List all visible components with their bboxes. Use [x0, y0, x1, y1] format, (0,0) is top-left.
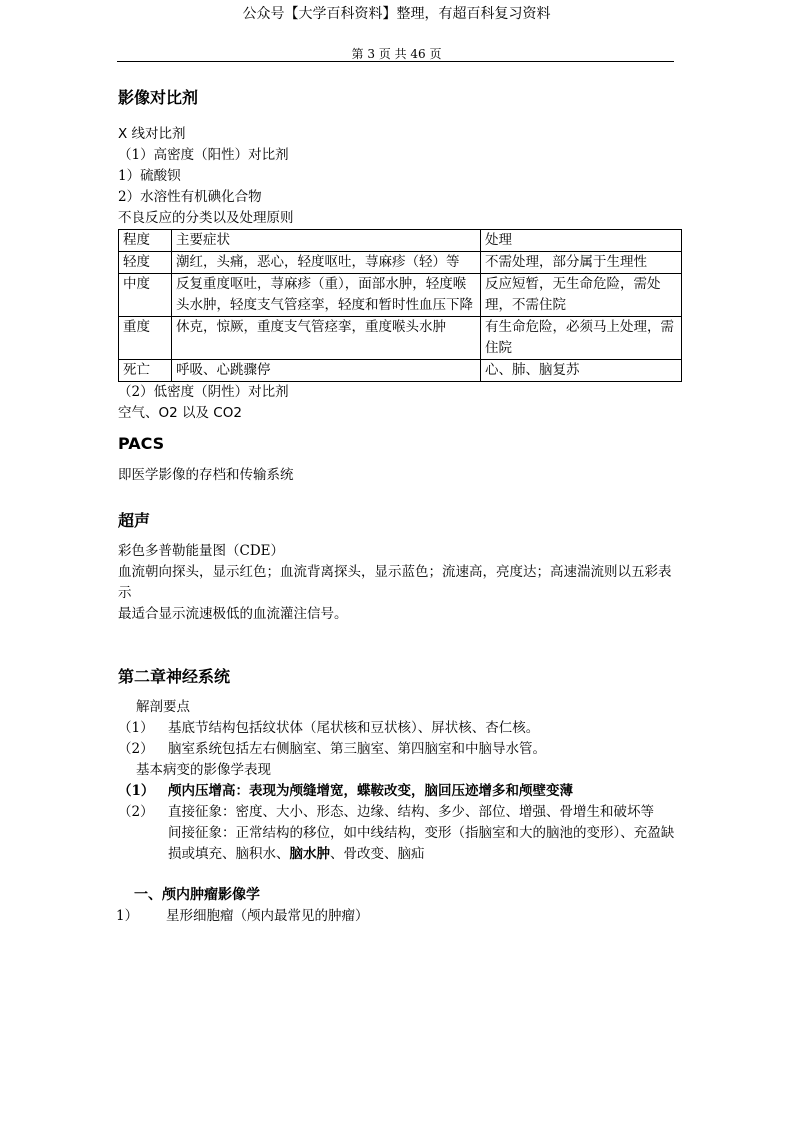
- table-header-cell: 处理: [481, 230, 682, 252]
- list-item-number: （1）: [118, 720, 154, 736]
- table-cell: 心、肺、脑复苏: [481, 360, 682, 382]
- table-row: [119, 360, 682, 382]
- header-divider: [117, 61, 674, 62]
- contrast-item-2: 2）水溶性有机碘化合物: [118, 189, 262, 205]
- table-row: [119, 252, 682, 274]
- pacs-description: 即医学影像的存档和传输系统: [118, 467, 294, 483]
- table-cell: 轻度: [119, 252, 172, 274]
- list-item-text: 星形细胞瘤（颅内最常见的肿瘤）: [166, 908, 369, 924]
- list-item-number: （1）: [118, 783, 155, 799]
- flow-description: 血流朝向探头，显示红色；血流背离探头，显示蓝色；流速高，亮度达；高速湍流则以五彩表示: [118, 564, 672, 601]
- list-item: [118, 739, 682, 760]
- indirect-signs-text: 间接征象：正常结构的移位，如中线结构，变形（指脑室和大的脑池的变形）、充盈缺损或填充、脑积水、: [168, 825, 675, 862]
- list-item: [116, 906, 682, 927]
- list-item: [118, 802, 682, 823]
- high-density-heading: （1）高密度（阳性）对比剂: [118, 147, 289, 163]
- header-watermark: 公众号【大学百科资料】整理，有超百科复习资料: [242, 6, 551, 22]
- section-title-pacs: PACS: [118, 434, 165, 453]
- list-item-text: 基底节结构包括纹状体（尾状核和豆状核）、屏状核、杏仁核。: [168, 720, 540, 736]
- page-content: [118, 86, 682, 927]
- list-item-number: （2）: [118, 804, 154, 820]
- low-density-heading: （2）低密度（阴性）对比剂: [118, 384, 289, 400]
- table-row: [119, 274, 682, 317]
- list-item: [118, 718, 682, 739]
- xray-label: X 线对比剂: [118, 126, 186, 142]
- section-title-contrast: 影像对比剂: [118, 88, 199, 107]
- tumor-section-title: 一、颅内肿瘤影像学: [134, 887, 260, 903]
- table-cell: 有生命危险，必须马上处理，需住院: [481, 317, 682, 360]
- indirect-signs-tail: 、骨改变、脑疝: [330, 846, 425, 862]
- table-cell: 休克，惊厥，重度支气管痉挛，重度喉头水肿: [172, 317, 481, 360]
- list-item-text: 直接征象：密度、大小、形态、边缘、结构、多少、部位、增强、骨增生和破坏等: [168, 804, 654, 820]
- indirect-signs: [118, 823, 682, 865]
- table-row: [119, 317, 682, 360]
- contrast-item-1: 1）硫酸钡: [118, 168, 181, 184]
- indirect-signs-highlight: 脑水肿: [289, 846, 330, 862]
- table-header-row: [119, 230, 682, 252]
- table-header-cell: 程度: [119, 230, 172, 252]
- list-item-text: 脑室系统包括左右侧脑室、第三脑室、第四脑室和中脑导水管。: [168, 741, 546, 757]
- low-density-items: 空气、O2 以及 CO2: [118, 405, 242, 421]
- list-item-number: 1）: [116, 908, 139, 924]
- list-item-number: （2）: [118, 741, 154, 757]
- list-item-text: 颅内压增高：表现为颅缝增宽，蝶鞍改变，脑回压迹增多和颅壁变薄: [168, 783, 573, 799]
- table-cell: 中度: [119, 274, 172, 317]
- table-header-cell: 主要症状: [172, 230, 481, 252]
- adverse-reaction-table: [118, 229, 682, 382]
- chapter-title: 第二章神经系统: [118, 667, 231, 686]
- table-cell: 重度: [119, 317, 172, 360]
- table-cell: 呼吸、心跳骤停: [172, 360, 481, 382]
- table-cell: 不需处理，部分属于生理性: [481, 252, 682, 274]
- table-cell: 反应短暂，无生命危险，需处理，不需住院: [481, 274, 682, 317]
- table-cell: 反复重度呕吐，荨麻疹（重），面部水肿，轻度喉头水肿，轻度支气管痉挛，轻度和暂时性血压下降: [172, 274, 481, 317]
- list-item: [118, 781, 682, 802]
- imaging-title: 基本病变的影像学表现: [136, 762, 271, 778]
- section-title-ultrasound: 超声: [118, 511, 151, 530]
- cde-heading: 彩色多普勒能量图（CDE）: [118, 543, 285, 559]
- anatomy-title: 解剖要点: [136, 699, 190, 715]
- table-cell: 死亡: [119, 360, 172, 382]
- adverse-reaction-title: 不良反应的分类以及处理原则: [118, 210, 294, 226]
- perfusion-note: 最适合显示流速极低的血流灌注信号。: [118, 606, 348, 622]
- page-indicator: 第 3 页 共 46 页: [351, 47, 442, 61]
- table-cell: 潮红，头痛，恶心，轻度呕吐，荨麻疹（轻）等: [172, 252, 481, 274]
